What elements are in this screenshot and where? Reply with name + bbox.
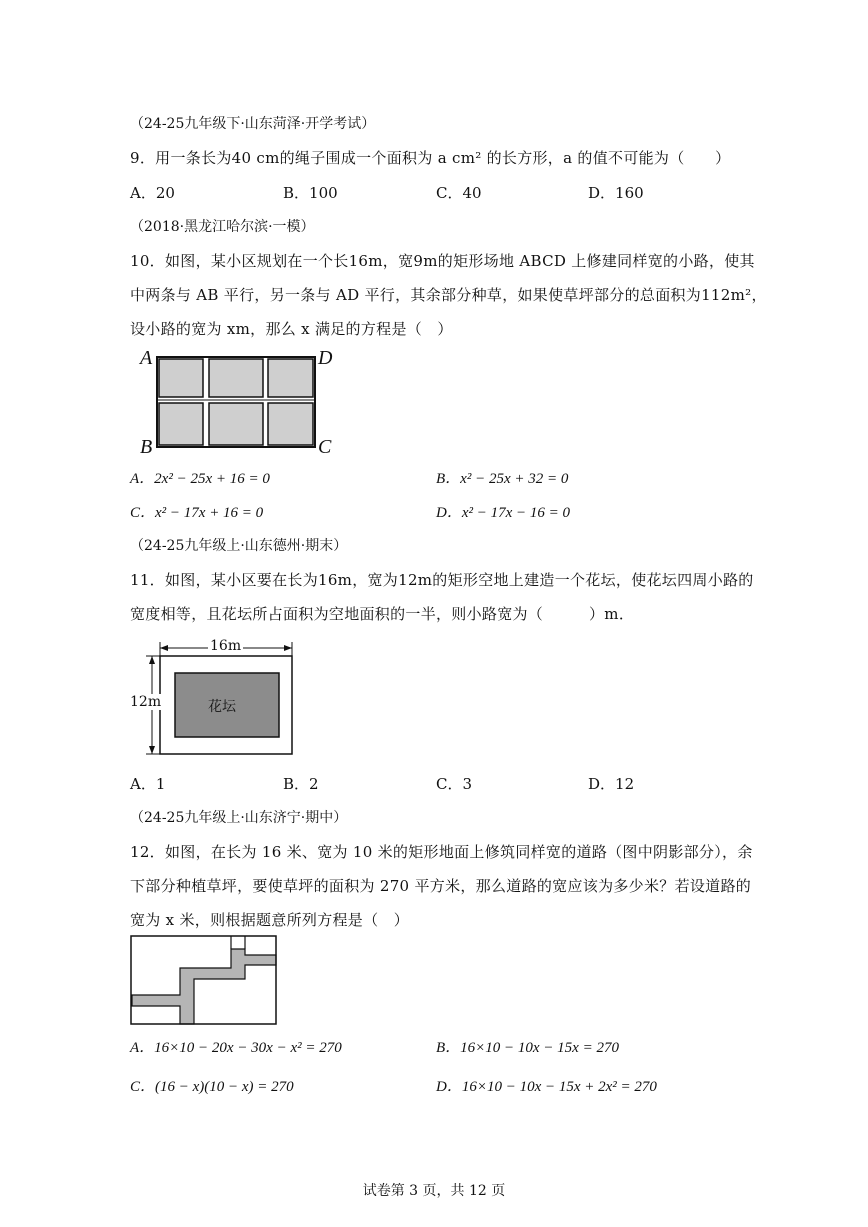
q11-width-label: 16m [210, 638, 242, 654]
q9-stem: 9．用一条长为40 cm的绳子围成一个面积为 a cm² 的长方形，a 的值不可能为（ ） [130, 149, 731, 167]
q9-option-b: B．100 [283, 184, 338, 202]
q10-option-c: C．x² − 17x + 16 = 0 [130, 505, 264, 521]
q12-option-d: D．16×10 − 10x − 15x + 2x² = 270 [436, 1079, 657, 1095]
q11-option-a: A．1 [130, 775, 166, 793]
q9-option-c: C．40 [436, 184, 482, 202]
q10-label-c: C [318, 436, 332, 458]
q9-option-d: D．160 [588, 184, 644, 202]
q11-option-c: C．3 [436, 775, 473, 793]
q10-option-a: A．2x² − 25x + 16 = 0 [130, 471, 270, 487]
q10-option-d: D．x² − 17x − 16 = 0 [436, 505, 571, 521]
q12-option-c: C．(16 − x)(10 − x) = 270 [130, 1079, 294, 1095]
q11-stem-line-2: 宽度相等，且花坛所占面积为空地面积的一半，则小路宽为（ ）m． [130, 605, 635, 623]
q11-option-b: B．2 [283, 775, 319, 793]
page-footer: 试卷第 3 页，共 12 页 [362, 1183, 506, 1199]
q12-stem-line-1: 12．如图，在长为 16 米、宽为 10 米的矩形地面上修筑同样宽的道路（图中阴影部分），余 [130, 843, 753, 861]
q11-source: （24-25九年级上·山东德州·期末） [130, 538, 348, 554]
q10-label-d: D [318, 347, 333, 369]
q9-source: （24-25九年级下·山东菏泽·开学考试） [130, 116, 376, 132]
q12-option-b: B．16×10 − 10x − 15x = 270 [436, 1040, 619, 1056]
q10-stem-line-1: 10．如图，某小区规划在一个长16m，宽9m的矩形场地 ABCD 上修建同样宽的小路，使其 [130, 252, 755, 270]
q12-stem-line-3: 宽为 x 米，则根据题意所列方程是（ ） [130, 911, 409, 929]
q9-option-a: A．20 [130, 184, 175, 202]
q12-figure [130, 935, 278, 1030]
q10-label-b: B [140, 436, 153, 458]
q11-flowerbed-label: 花坛 [208, 699, 236, 715]
q10-figure [135, 345, 345, 460]
q10-label-a: A [140, 347, 153, 369]
q10-stem-line-3: 设小路的宽为 xm，那么 x 满足的方程是（ ） [130, 320, 453, 338]
q12-option-a: A．16×10 − 20x − 30x − x² = 270 [130, 1040, 342, 1056]
q10-option-b: B．x² − 25x + 32 = 0 [436, 471, 569, 487]
q11-stem-line-1: 11．如图，某小区要在长为16m，宽为12m的矩形空地上建造一个花坛，使花坛四周小路的 [130, 571, 754, 589]
q12-source: （24-25九年级上·山东济宁·期中） [130, 810, 348, 826]
q10-source: （2018·黑龙江哈尔滨·一模） [130, 219, 315, 235]
q11-height-label: 12m [130, 694, 162, 710]
q11-option-d: D．12 [588, 775, 635, 793]
q12-stem-line-2: 下部分种植草坪，要使草坪的面积为 270 平方米，那么道路的宽应该为多少米？若设道路的 [130, 877, 752, 895]
q10-stem-line-2: 中两条与 AB 平行，另一条与 AD 平行，其余部分种草，如果使草坪部分的总面积为112m²， [130, 286, 767, 304]
